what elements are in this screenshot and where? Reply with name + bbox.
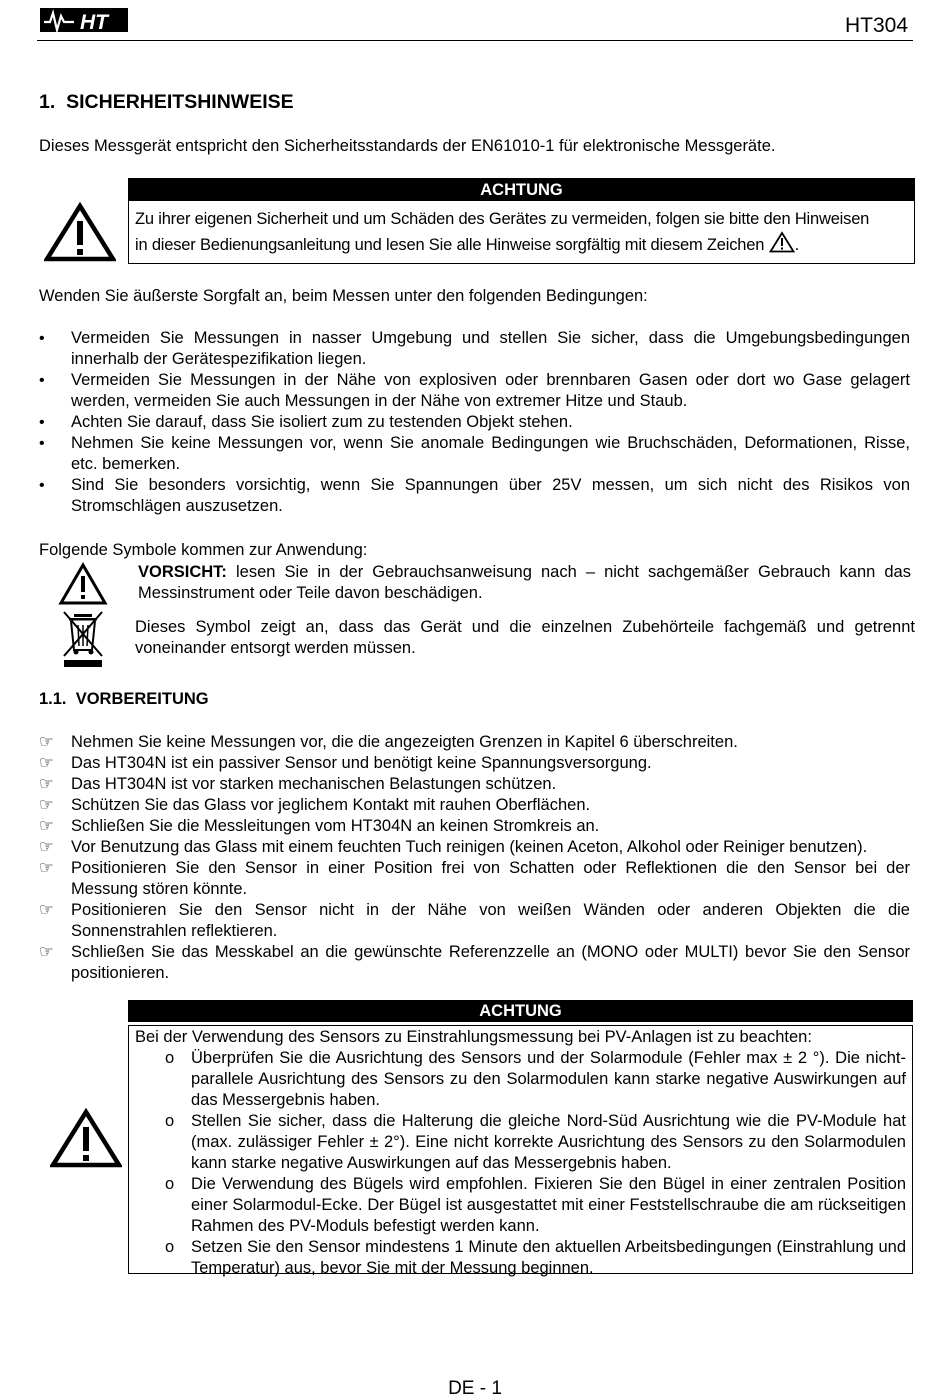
list-item: ☞ Schließen Sie das Messkabel an die gewünschte Referenzzelle an (MONO oder MULTI) bevor Sie den Sensor positionieren.: [39, 943, 910, 982]
warning-line-2-text: in dieser Bedienungsanleitung und lesen Sie alle Hinweise sorgfältig mit diesem Zeichen: [135, 236, 765, 254]
caution-label: VORSICHT:: [138, 563, 227, 581]
warning-triangle-icon: [44, 202, 116, 262]
subsection-heading: [39, 690, 209, 709]
warning-box-2: [128, 1000, 913, 1279]
pointing-hand-icon: ☞: [39, 775, 54, 793]
header-rule: [37, 40, 913, 41]
warning-triangle-icon: [50, 1108, 122, 1168]
pointing-hand-icon: ☞: [39, 859, 54, 877]
ht-logo: [40, 6, 130, 34]
list-item: ☞ Schließen Sie die Messleitungen vom HT304N an keinen Stromkreis an.: [39, 817, 600, 835]
page-number: DE - 1: [448, 1378, 502, 1399]
list-item: ☞ Nehmen Sie keine Messungen vor, die die angezeigten Grenzen in Kapitel 6 überschreiten.: [39, 733, 738, 751]
list-item: • Vermeiden Sie Messungen in nasser Umgebung und stellen Sie sicher, dass die Umgebungsbedingungen innerhalb der Gerätespezifikation liegen.: [39, 328, 910, 370]
list-item: ☞ Das HT304N ist vor starken mechanischen Belastungen schützen.: [39, 775, 557, 793]
list-item: o Die Verwendung des Bügels wird empfohlen. Fixieren Sie den Bügel in einer zentralen Position einer Solarmodul-Ecke. Der Bügel ist ausgestattet mit einer Feststellschraube die am rückseitigen Rahmen des PV-Moduls befestigt werden kann.: [165, 1175, 906, 1235]
inline-warning-icon: [769, 231, 795, 253]
section-title: SICHERHEITSHINWEISE: [66, 91, 294, 113]
warning-box-1: [128, 178, 915, 264]
conditions-list: [39, 328, 910, 517]
list-item: • Sind Sie besonders vorsichtig, wenn Sie Spannungen über 25V messen, um sich nicht des Risikos von Stromschlägen auszusetzen.: [39, 475, 910, 517]
warning-2-body: [128, 1025, 913, 1277]
symbols-intro: Folgende Symbole kommen zur Anwendung:: [39, 541, 368, 559]
subsection-number: 1.1.: [39, 690, 67, 708]
logo-text: HT: [80, 11, 108, 34]
conditions-intro: Wenden Sie äußerste Sorgfalt an, beim Messen unter den folgenden Bedingungen:: [39, 287, 648, 305]
list-item: o Setzen Sie den Sensor mindestens 1 Minute den aktuellen Arbeitsbedingungen (Einstrahlung und Temperatur) aus, bevor Sie mit der Messung beginnen.: [165, 1238, 906, 1277]
intro-text: Dieses Messgerät entspricht den Sicherheitsstandards der EN61010-1 für elektronische Messgeräte.: [39, 137, 776, 155]
model-name: HT304: [844, 14, 908, 37]
warning-title: ACHTUNG: [128, 1000, 913, 1022]
caution-description: lesen Sie in der Gebrauchsanweisung nach – nicht sachgemäßer Gebrauch kann das Messinstrument oder Teile davon beschädigen.: [138, 563, 911, 602]
list-item: o Überprüfen Sie die Ausrichtung des Sensors und der Solarmodule (Fehler max ± 2 °). Die nicht-parallele Ausrichtung des Sensors zu den Solarmodulen kann starke negative Auswirkungen auf das Messergebnis haben.: [165, 1049, 906, 1109]
pointing-hand-icon: ☞: [39, 733, 54, 751]
caution-symbol-text: [138, 562, 911, 604]
caution-triangle-icon: [58, 562, 108, 606]
pointing-hand-icon: ☞: [39, 754, 54, 772]
weee-symbol-text: Dieses Symbol zeigt an, dass das Gerät und die einzelnen Zubehörteile fachgemäß und getrennt voneinander entsorgt werden müssen.: [135, 618, 915, 657]
warning-body: [129, 201, 914, 259]
list-item: • Nehmen Sie keine Messungen vor, wenn Sie anomale Bedingungen wie Bruchschäden, Deformationen, Risse, etc. bemerken.: [39, 433, 910, 475]
list-item: • Achten Sie darauf, dass Sie isoliert zum zu testenden Objekt stehen.: [39, 412, 910, 433]
list-item: o Stellen Sie sicher, dass die Halterung die gleiche Nord-Süd Ausrichtung wie die PV-Module hat (max. zulässiger Fehler ± 2°). Eine nicht korrekte Ausrichtung des Sensors zu den Solarmodulen kann starke negative Auswirkungen auf das Messergebnis haben.: [165, 1112, 906, 1172]
pointing-hand-icon: ☞: [39, 817, 54, 835]
pointing-hand-icon: ☞: [39, 838, 54, 856]
section-heading: [39, 91, 294, 114]
warning-line-2-end: .: [794, 236, 800, 254]
list-item: ☞ Positionieren Sie den Sensor nicht in der Nähe von weißen Wänden oder anderen Objekten die die Sonnenstrahlen reflektieren.: [39, 901, 910, 940]
preparation-list: [39, 732, 910, 984]
list-item: ☞ Schützen Sie das Glass vor jeglichem Kontakt mit rauhen Oberflächen.: [39, 796, 591, 814]
section-number: 1.: [39, 91, 56, 113]
weee-bin-icon: [60, 606, 106, 668]
warning-2-intro: Bei der Verwendung des Sensors zu Einstrahlungsmessung bei PV-Anlagen ist zu beachten:: [135, 1028, 812, 1046]
pointing-hand-icon: ☞: [39, 943, 54, 961]
warning-2-list: [135, 1048, 906, 1279]
pointing-hand-icon: ☞: [39, 796, 54, 814]
list-item: ☞ Vor Benutzung das Glass mit einem feuchten Tuch reinigen (keinen Aceton, Alkohol oder Reiniger benutzen).: [39, 838, 868, 856]
list-item: ☞ Das HT304N ist ein passiver Sensor und benötigt keine Spannungsversorgung.: [39, 754, 652, 772]
list-item: ☞ Positionieren Sie den Sensor in einer Position frei von Schatten oder Reflektionen die den Sensor bei der Messung stören könnte.: [39, 859, 910, 898]
warning-line-1: Zu ihrer eigenen Sicherheit und um Schäden des Gerätes zu vermeiden, folgen sie bitte den Hinweisen: [135, 210, 870, 228]
warning-line-2: [135, 231, 908, 259]
warning-title: ACHTUNG: [129, 179, 914, 201]
pointing-hand-icon: ☞: [39, 901, 54, 919]
list-item: • Vermeiden Sie Messungen in der Nähe von explosiven oder brennbaren Gasen oder dort wo Gase gelagert werden, vermeiden Sie auch Messungen in der Nähe von extremer Hitze und Staub.: [39, 370, 910, 412]
subsection-title: VORBEREITUNG: [75, 690, 209, 708]
